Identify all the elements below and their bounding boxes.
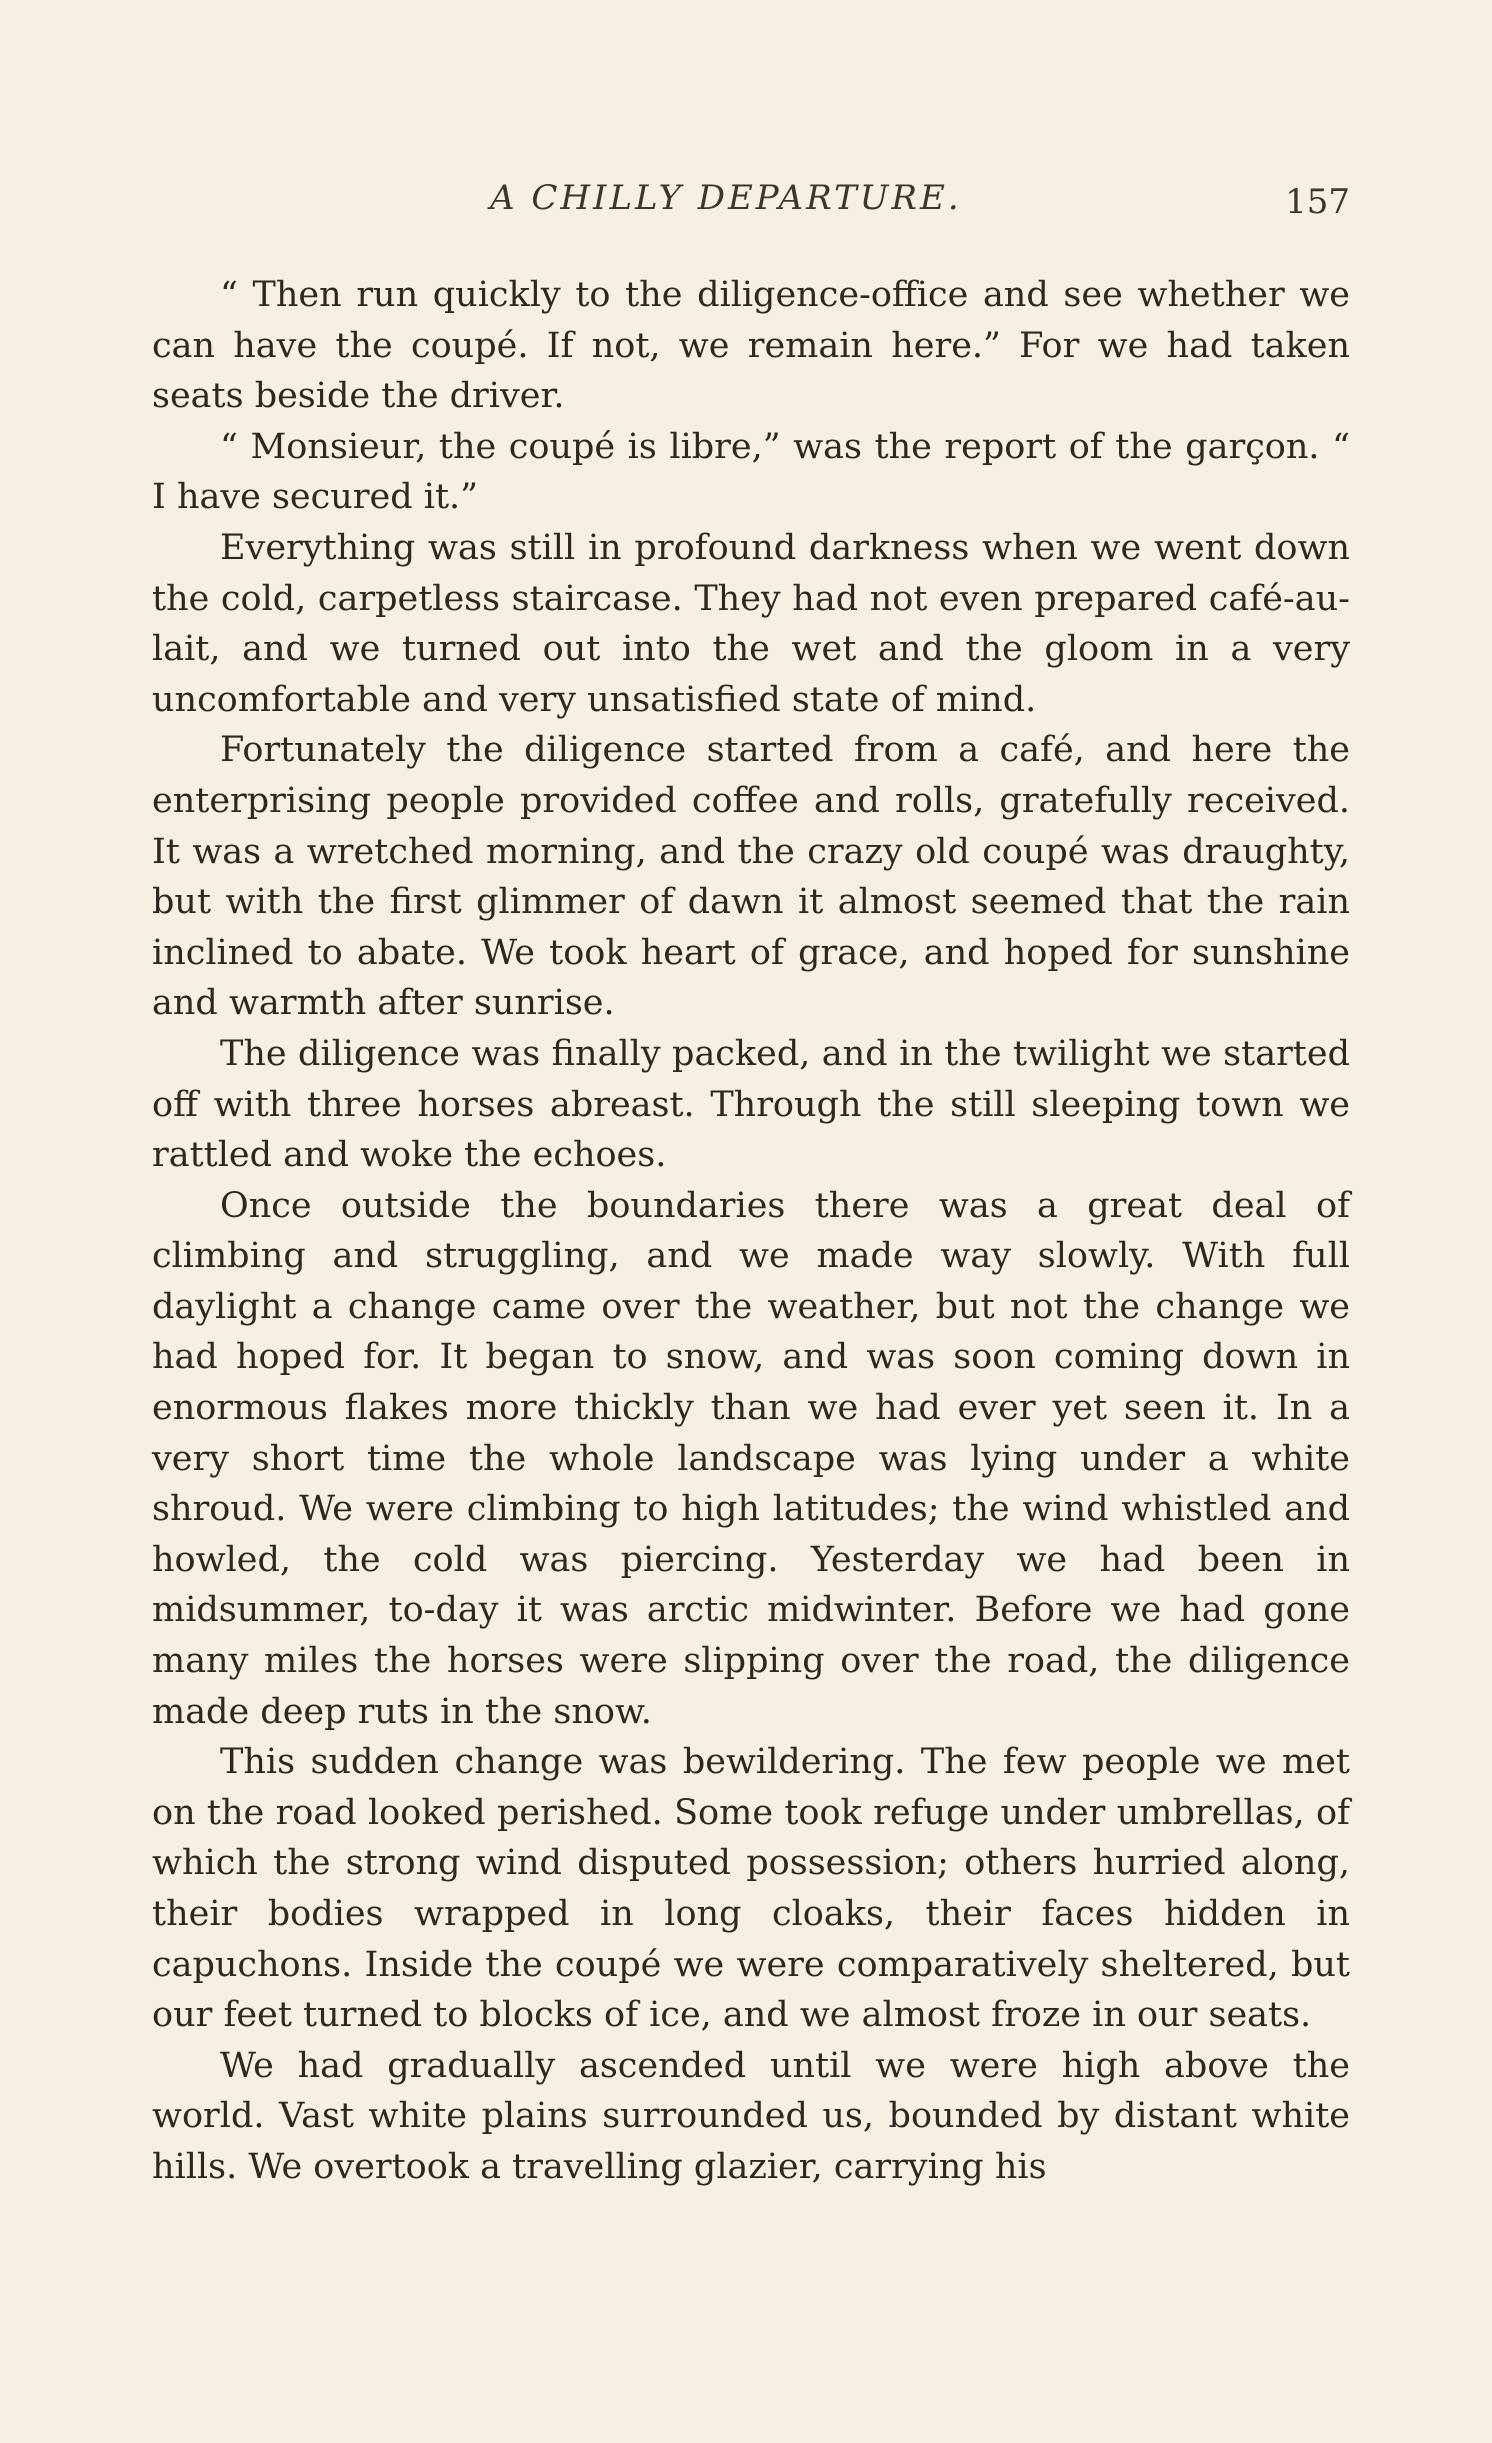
paragraph: Once outside the boundaries there was a great deal of climbing and struggling, and we made way slowly. With full daylight a change came over the weather, but not the change we had hoped for. It began to snow, and was soon coming down in enormous flakes more thickly than we had ever yet seen it. In a very short time the whole landscape was lying under a white shroud. We were climbing to high latitudes; the wind whistled and howled, the cold was piercing. Yesterday we had been in midsummer, to-day it was arctic midwinter. Before we had gone many miles the horses were slipping over the road, the diligence made deep ruts in the snow. — [152, 1185, 1350, 1732]
paragraph: “ Then run quickly to the diligence-office and see whether we can have the coupé. If not, we remain here.” For we had taken seats beside the driver. — [152, 275, 1350, 417]
paragraph: Fortunately the diligence started from a café, and here the enterprising people provided coffee and rolls, gratefully received. It was a wretched morning, and the crazy old coupé was draughty, but with the first glimmer of dawn it almost seemed that the rain inclined to abate. We took heart of grace, and hoped for sunshine and warmth after sunrise. — [152, 730, 1350, 1024]
page-number: 157 — [1285, 182, 1350, 222]
chapter-title: A CHILLY DEPARTURE. — [490, 178, 962, 218]
paragraph: Everything was still in profound darkness when we went down the cold, carpetless staircase. They had not even prepared café-au-lait, and we turned out into the wet and the gloom in a very uncomfortable and very unsatisfied state of mind. — [152, 527, 1350, 720]
body-text — [152, 270, 1350, 2193]
paragraph: We had gradually ascended until we were high above the world. Vast white plains surrounded us, bounded by distant white hills. We overtook a travelling glazier, carrying his — [152, 2045, 1350, 2187]
paragraph: The diligence was finally packed, and in the twilight we started off with three horses abreast. Through the still sleeping town we rattled and woke the echoes. — [152, 1033, 1350, 1176]
running-head — [150, 178, 1350, 228]
paragraph: This sudden change was bewildering. The few people we met on the road looked perished. Some took refuge under umbrellas, of which the strong wind disputed possession; others hurried along, their bodies wrapped in long cloaks, their faces hidden in capuchons. Inside the coupé we were comparatively sheltered, but our feet turned to blocks of ice, and we almost froze in our seats. — [152, 1742, 1350, 2036]
paragraph: “ Monsieur, the coupé is libre,” was the report of the garçon. “ I have secured it.” — [152, 426, 1350, 518]
